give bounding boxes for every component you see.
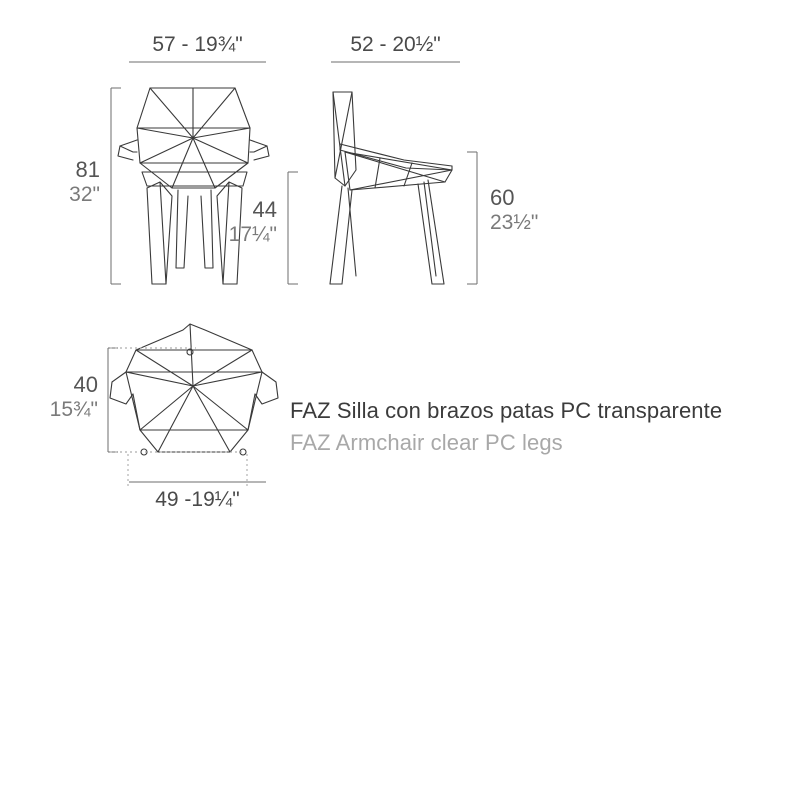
side-width-value: 52 - 20½" — [350, 33, 441, 56]
top-view-geometry — [110, 324, 278, 455]
top-depth-cm: 40 — [73, 372, 98, 397]
seat-height-in: 17¼" — [228, 222, 277, 246]
dimension-leaders — [110, 348, 250, 486]
top-depth-in: 15¾" — [49, 397, 98, 421]
product-caption — [290, 398, 790, 456]
side-view-geometry — [330, 92, 452, 284]
caption-english: FAZ Armchair clear PC legs — [290, 430, 563, 455]
side-depth-cm: 60 — [490, 185, 515, 210]
front-view-geometry — [118, 88, 269, 284]
dimension-top-width — [129, 488, 266, 512]
dimension-top-depth — [14, 373, 98, 421]
caption-spanish: FAZ Silla con brazos patas PC transparente — [290, 398, 723, 423]
total-height-cm: 81 — [75, 157, 100, 182]
seat-height-cm: 44 — [252, 197, 277, 222]
dimension-side-depth — [490, 186, 590, 234]
side-depth-in: 23½" — [490, 210, 539, 234]
dimension-seat-height — [192, 198, 277, 246]
dimension-front-width — [129, 33, 266, 57]
dimension-side-width — [331, 33, 460, 57]
dimension-total-height — [20, 158, 100, 206]
total-height-in: 32" — [69, 182, 100, 206]
top-width-value: 49 -19¼" — [155, 488, 240, 511]
front-width-value: 57 - 19¾" — [152, 33, 243, 56]
